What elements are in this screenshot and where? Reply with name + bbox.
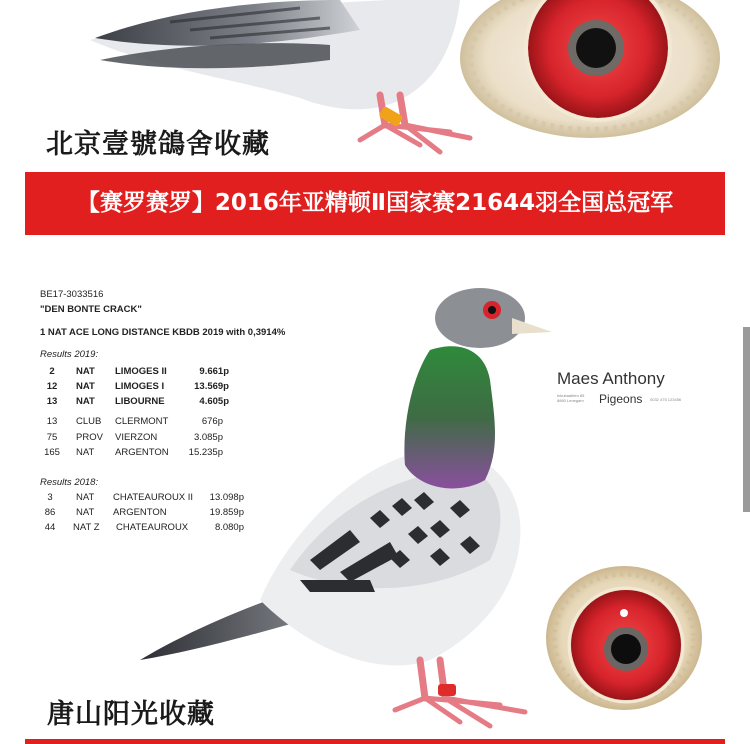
result-points: 4.605p xyxy=(199,396,229,407)
result-level: NAT xyxy=(76,447,95,458)
result-level: NAT xyxy=(76,492,95,503)
scrollbar-thumb[interactable] xyxy=(743,327,750,512)
result-points: 8.080p xyxy=(214,522,244,533)
result-race: CHATEAUROUX II xyxy=(113,492,194,503)
result-place: 12 xyxy=(46,381,58,392)
result-race: ARGENTON xyxy=(113,507,167,518)
top-collection-caption: 北京壹號鴿舍收藏 xyxy=(46,129,270,160)
result-place: 165 xyxy=(44,447,60,458)
award-line: 1 NAT ACE LONG DISTANCE KBDB 2019 with 0,3914% xyxy=(40,327,286,338)
breeder-brand-name: Maes Anthony xyxy=(557,369,665,388)
result-race: LIMOGES I xyxy=(115,381,165,392)
result-place: 86 xyxy=(44,507,56,518)
result-points: 3.085p xyxy=(193,432,223,443)
result-level: NAT xyxy=(76,507,95,518)
result-points: 676p xyxy=(201,416,223,427)
result-level: NAT xyxy=(76,381,95,392)
result-place: 13 xyxy=(46,416,58,427)
result-race: VIERZON xyxy=(115,432,158,443)
result-points: 13.569p xyxy=(194,381,229,392)
result-place: 75 xyxy=(46,432,58,443)
result-level: PROV xyxy=(76,432,103,443)
result-level: NAT xyxy=(76,396,95,407)
result-points: 9.661p xyxy=(199,366,229,377)
result-place: 44 xyxy=(44,522,56,533)
results-2019-label: Results 2019: xyxy=(40,349,99,360)
main-pigeon-illustration xyxy=(140,280,560,730)
result-points: 19.859p xyxy=(209,507,244,518)
breeder-phone: 0032 475 123456 xyxy=(650,397,682,402)
result-place: 2 xyxy=(49,366,55,377)
result-race: ARGENTON xyxy=(115,447,169,458)
result-place: 13 xyxy=(46,396,58,407)
result-points: 15.235p xyxy=(188,447,223,458)
result-race: LIBOURNE xyxy=(115,396,165,407)
result-place: 3 xyxy=(47,492,53,503)
result-level: CLUB xyxy=(76,416,102,427)
result-level: NAT Z xyxy=(73,522,100,533)
ring-number: BE17-3033516 xyxy=(40,289,104,300)
result-race: CHATEAUROUX xyxy=(116,522,189,533)
result-level: NAT xyxy=(76,366,95,377)
title-banner xyxy=(25,172,725,235)
eye-closeup-illustration xyxy=(544,563,704,713)
result-points: 13.098p xyxy=(209,492,244,503)
result-race: CLERMONT xyxy=(115,416,169,427)
breeder-address: Inkubaattien 85 8860 Lenegam xyxy=(557,393,585,403)
bottom-collection-caption: 唐山阳光收藏 xyxy=(47,699,215,730)
banner-title: 【赛罗赛罗】2016年亚精顿Ⅱ国家赛21644羽全国总冠军 xyxy=(76,190,674,216)
bottom-red-bar xyxy=(25,739,725,744)
results-2018-label: Results 2018: xyxy=(40,477,99,488)
pigeon-name: "DEN BONTE CRACK" xyxy=(40,304,142,315)
breeder-brand-subtitle: Pigeons xyxy=(599,392,643,406)
result-race: LIMOGES II xyxy=(115,366,167,377)
